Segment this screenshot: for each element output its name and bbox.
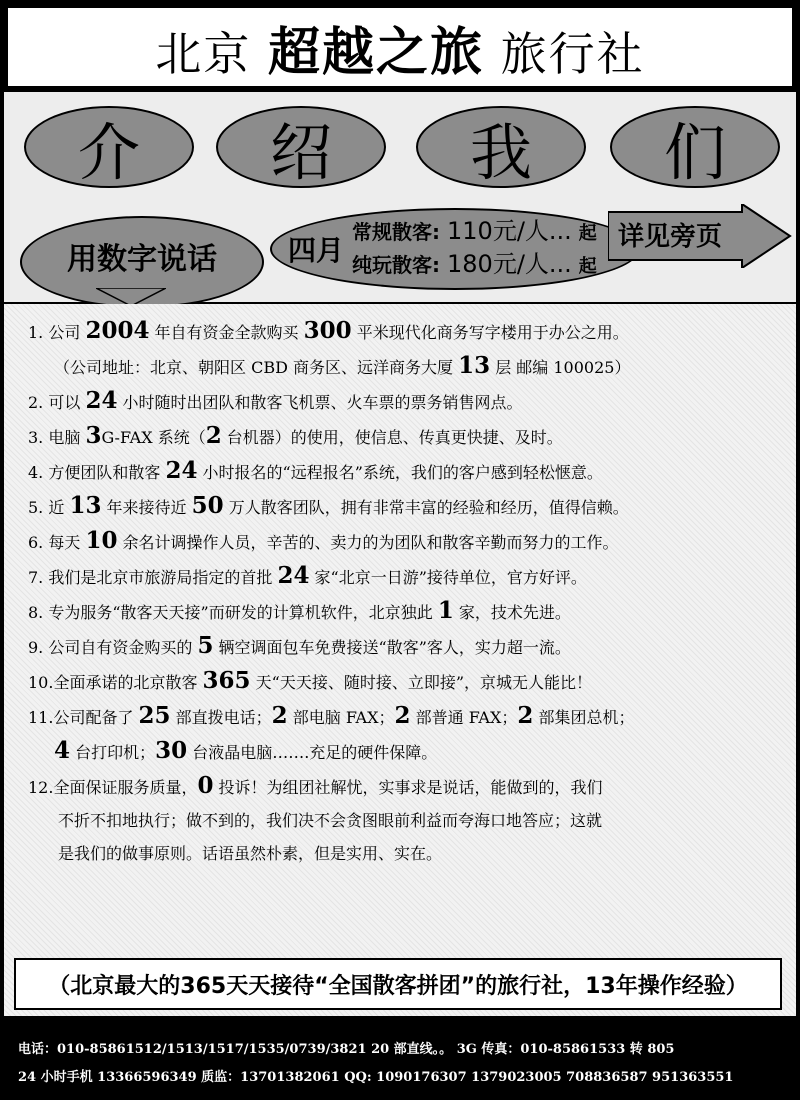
item-text: 平米现代化商务写字楼用于办公之用。 <box>351 323 629 342</box>
list-item <box>28 524 788 559</box>
item-text: 小时报名的“远程报名”系统，我们的客户感到轻松惬意。 <box>197 463 603 482</box>
item-text: G-FAX 系统（ <box>101 428 206 447</box>
highlight-number: 2 <box>517 702 534 729</box>
agency-name-brand: 超越之旅 <box>267 22 484 83</box>
item-text: 11.公司配备了 <box>28 708 139 727</box>
item-text: 天“天天接、随时接、立即接”，京城无人能比！ <box>250 673 593 692</box>
highlight-number: 2 <box>394 702 411 729</box>
price-regular <box>352 216 597 249</box>
price-month: 四月 <box>288 234 345 267</box>
see-next-page: 详见旁页 <box>618 222 723 252</box>
item-text: 小时随时出团队和散客飞机票、火车票的票务销售网点。 <box>117 393 523 412</box>
item-text: 辆空调面包车免费接送“散客”客人，实力超一流。 <box>213 638 571 657</box>
item-text: 5. 近 <box>28 498 70 517</box>
item-text: 部集团总机； <box>533 708 635 727</box>
item-text: 余名计调操作人员，辛苦的、卖力的为团队和散客辛勤而努力的工作。 <box>117 533 619 552</box>
highlight-number: 10 <box>85 527 118 554</box>
list-item <box>28 489 788 524</box>
item-text: 不折不扣地执行；做不到的，我们决不会贪图眼前利益而夸海口地答应；这就 <box>58 811 603 830</box>
item-text: 7. 我们是北京市旅游局指定的首批 <box>28 568 278 587</box>
agency-name-suffix: 旅行社 <box>500 26 645 81</box>
list-item <box>28 769 788 804</box>
highlight-number: 24 <box>277 562 310 589</box>
item-text: 投诉！为组团社解忧，实事求是说话，能做到的，我们 <box>213 778 603 797</box>
highlight-number: 13 <box>69 492 102 519</box>
highlight-number: 2 <box>205 422 222 449</box>
hero-section <box>4 92 796 302</box>
item-text: 6. 每天 <box>28 533 86 552</box>
price-regular-label: 常规散客: <box>352 220 441 244</box>
item-text: 层 邮编 100025） <box>490 358 631 377</box>
highlight-number: 365 <box>202 667 251 694</box>
list-item <box>28 734 788 769</box>
item-text: 9. 公司自有资金购买的 <box>28 638 198 657</box>
highlight-number: 25 <box>138 702 171 729</box>
item-text: 12.全面保证服务质量， <box>28 778 198 797</box>
price-pure-suffix: 起 <box>578 256 597 277</box>
feature-list <box>28 314 788 870</box>
price-regular-amount: 110元/人... <box>447 217 572 245</box>
list-item <box>28 454 788 489</box>
highlight-number: 300 <box>303 317 352 344</box>
list-item <box>28 699 788 734</box>
highlight-number: 50 <box>191 492 224 519</box>
item-text: 年自有资金全款购买 <box>149 323 304 342</box>
highlight-number: 3 <box>85 422 102 449</box>
list-item <box>28 349 788 384</box>
list-item <box>28 384 788 419</box>
price-regular-suffix: 起 <box>578 223 597 244</box>
list-item <box>28 559 788 594</box>
slogan-text: 用数字说话 <box>67 242 217 277</box>
agency-name <box>155 10 644 85</box>
contact-footer <box>18 1036 794 1092</box>
footer-mobile-line: 24 小时手机 13366596349 质监：13701382061 QQ: 1090176307 1379023005 708836587 951363551 <box>18 1070 734 1085</box>
item-text: 家，技术先进。 <box>453 603 571 622</box>
item-text: 10.全面承诺的北京散客 <box>28 673 203 692</box>
highlight-number: 4 <box>54 737 71 764</box>
item-text: 部直拨电话； <box>170 708 272 727</box>
highlight-number: 2004 <box>85 317 150 344</box>
intro-char-3: 我 <box>416 106 586 188</box>
features-panel <box>4 304 796 1016</box>
intro-char-1: 介 <box>24 106 194 188</box>
highlight-number: 2 <box>271 702 288 729</box>
list-item <box>28 314 788 349</box>
item-text: 1. 公司 <box>28 323 86 342</box>
list-item <box>28 664 788 699</box>
item-text: 部电脑 FAX； <box>287 708 395 727</box>
intro-char-2: 绍 <box>216 106 386 188</box>
list-item <box>28 419 788 454</box>
highlight-number: 30 <box>155 737 188 764</box>
highlight-number: 24 <box>165 457 198 484</box>
summary-banner: （北京最大的365天天接待“全国散客拼团”的旅行社，13年操作经验） <box>14 958 782 1010</box>
agency-name-city: 北京 <box>155 26 252 81</box>
item-text: 2. 可以 <box>28 393 86 412</box>
item-text: 8. 专为服务“散客天天接”而研发的计算机软件，北京独此 <box>28 603 438 622</box>
item-text: 3. 电脑 <box>28 428 86 447</box>
highlight-number: 0 <box>197 772 214 799</box>
highlight-number: 5 <box>197 632 214 659</box>
item-text: 部普通 FAX； <box>410 708 518 727</box>
item-text: 4. 方便团队和散客 <box>28 463 166 482</box>
item-text: 万人散客团队，拥有非常丰富的经验和经历，值得信赖。 <box>223 498 629 517</box>
list-item <box>28 837 788 870</box>
list-item <box>28 594 788 629</box>
item-text: （公司地址：北京、朝阳区 CBD 商务区、远洋商务大厦 <box>54 358 459 377</box>
highlight-number: 24 <box>85 387 118 414</box>
price-lines <box>352 216 597 282</box>
item-text: 台打印机； <box>70 743 156 762</box>
item-text: 台机器）的使用，使信息、传真更快捷、及时。 <box>221 428 563 447</box>
price-pure-label: 纯玩散客: <box>352 253 441 277</box>
price-oval <box>270 208 640 290</box>
list-item <box>28 629 788 664</box>
intro-char-4: 们 <box>610 106 780 188</box>
price-pure <box>352 249 597 282</box>
item-text: 家“北京一日游”接待单位，官方好评。 <box>309 568 587 587</box>
item-text: 是我们的做事原则。话语虽然朴素，但是实用、实在。 <box>58 844 443 863</box>
list-item <box>28 804 788 837</box>
highlight-number: 13 <box>458 352 491 379</box>
item-text: 台液晶电脑…….充足的硬件保障。 <box>187 743 438 762</box>
footer-phone-line: 电话：010-85861512/1513/1517/1535/0739/3821 20 部直线。。 3G 传真：010-85861533 转 805 <box>18 1042 675 1057</box>
header-banner <box>6 6 794 88</box>
item-text: 年来接待近 <box>101 498 192 517</box>
highlight-number: 1 <box>437 597 454 624</box>
price-pure-amount: 180元/人... <box>447 250 572 278</box>
